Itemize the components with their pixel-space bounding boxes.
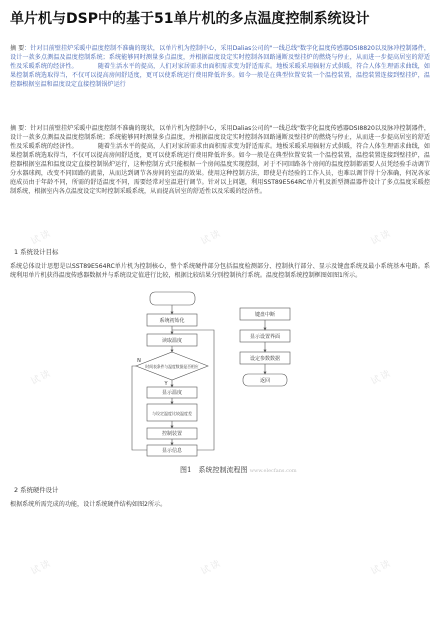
show-label: 显示设置界面 [249,334,281,340]
watermark-text: 试读 [29,228,54,248]
compare-label: 时间表条件与温度数据是否相应 [145,364,199,369]
watermark-text: 试读 [199,558,224,578]
watermark-text: 试读 [369,368,394,388]
init-label: 系统初始化 [159,318,185,324]
yes-label: Y [164,381,168,387]
abstract-text: ：针对目前壁挂炉采暖中温度控制不准确的现状，以单片机为控制中心，采用Dalias公司的"一线总线"数字化温度传感器DSI8820以及脉冲控制器件，设计一款多点测温及温度控制系统；系统能够同时测量多点温度，并根据温度设定实时控制各回路通断及壁挂炉的燃烧与停止，从而进一步提高居室的舒适性及采暖系统的经济性。 [10,125,430,150]
abstract-1 [10,44,430,89]
figure-caption-text: 图1 系统控制流程图 [180,466,248,474]
setparam-label: 设定参数数据 [249,356,281,362]
intro-text: 随着生活水平的提高，人们对家居需求由面积需求变为舒适需求。地板采暖采用辐射方式供暖，符合人体生理需求曲线，如果控制系统选取得当，不仅可以提高房间舒适度，更可以使系统运行费用降低许多。如今一般是在典型位置安装一个温控装置，温控装置连接到壁挂炉，温控器根据室温和温度设定直接控制锅炉运行 [10,63,430,88]
watermark-text: 试读 [369,228,394,248]
figure-caption [180,465,340,475]
flowchart-figure [130,290,320,460]
section-text-1: 系统总体设计思想是以SST89E564RC单片机为控制核心，整个系统硬件部分包括温度检测部分、控制执行部分、显示及键盘系统及最小系统基本电路。系统利用单片机获得温度传感器数据并与系统设定值进行比较，根据比较结果分别控制执行系统。温度控制系统控制框图如图1所示。 [10,263,430,279]
watermark-text: 试读 [29,558,54,578]
temp-label: 显示温度 [161,390,183,396]
abstract-label: 摘 要 [10,125,25,132]
watermark-text: 试读 [29,368,54,388]
abstract-2 [10,124,430,196]
no-label: N [137,358,141,364]
start-node [150,292,195,305]
display-label: 显示信息 [161,448,183,454]
control-label: 控制装置 [161,431,183,437]
page-title: 单片机与DSP中的基于51单片机的多点温度控制系统设计 [10,11,370,27]
abstract-text: ：针对目前壁挂炉采暖中温度控制不准确的现状，以单片机为控制中心，采用Dalias公司的"一线总线"数字化温度传感器DSI8820以及脉冲控制器件，设计一款多点测温及温度控制系统；系统能够同时测量多点温度，并根据温度设定实时控制各回路通断及壁挂炉的燃烧与停止，从而进一步提高居室的舒适性及采暖系统的经济性。 [10,45,430,70]
figure-caption-mark: www.elecfans.com [249,468,297,474]
watermark-text: 试读 [369,558,394,578]
section-text-2: 根据系统所需完成的功能，设计系统硬件结构如图2所示。 [10,501,167,508]
settemp-label: 与设定温度比较温度差 [152,411,192,416]
intro-text: 随着生活水平的提高，人们对家居需求由面积需求变为舒适需求。地板采暖采用辐射方式供暖，符合人体生理需求曲线，如果控制系统选取得当，不仅可以提高房间舒适度，更可以使系统运行费用降低许多。如今一般是在典型位置安装一个温控装置，温控装置连接到壁挂炉，温控器根据室温和温度设定直接控制锅炉运行，这种控制方式只能根据一个房间温度实现控制，对于不同回路各个房间的温度控制都需要人员凭经验手动调节分水器球阀，改变不同回路的流量，从而达到调节各房间的室温的效果。使用这种控制方法，即使是有经验的工作人员，也难以调节得十分准确，何况各家庭成员由于年龄不同，所需的舒适温度不同，需要经常对室温进行调节。针对以上问题，利用SST89E564RC单片机及新型测温器件设计了多点温度采暖控制系统，根据室内各点温度设定实时控制采暖系统，从而提高居室的舒适性以及采暖的经济性。 [10,143,430,195]
abstract-label: 摘 要 [10,45,25,52]
read-label: 读取温度 [161,338,183,344]
section-heading-1: 1 系统设计目标 [14,248,59,256]
return-label: 返回 [259,378,271,384]
key-label: 键盘中断 [254,312,276,318]
section-heading-2: 2 系统硬件设计 [14,486,59,494]
watermark-text: 试读 [199,228,224,248]
